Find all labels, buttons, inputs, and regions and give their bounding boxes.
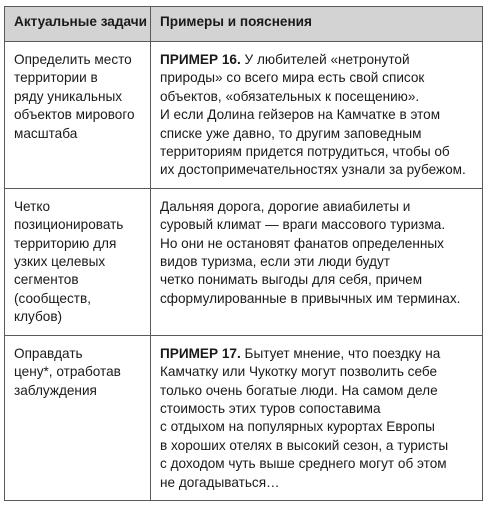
example-line: объектов, «обязательных к посещению». bbox=[160, 88, 420, 104]
task-line: позиционировать bbox=[14, 217, 124, 233]
example-cell bbox=[151, 42, 483, 189]
table-header-row bbox=[5, 7, 483, 42]
example-text: Бытует мнение, что поездку на bbox=[240, 345, 441, 361]
example-text: У любителей «нетронутой bbox=[240, 52, 410, 67]
tasks-examples-table bbox=[4, 6, 483, 501]
task-cell bbox=[5, 42, 151, 189]
example-line: не догадываться… bbox=[160, 474, 280, 490]
example-cell bbox=[151, 335, 483, 500]
task-line: Определить место bbox=[14, 52, 132, 67]
task-line: заблуждения bbox=[14, 382, 97, 398]
task-line: территорию для bbox=[14, 235, 117, 251]
example-line: стоимость этих туров сопоставима bbox=[160, 400, 381, 416]
task-line: Оправдать bbox=[14, 345, 83, 361]
example-line: в хороших отелях в высокий сезон, а туристы bbox=[160, 437, 449, 453]
example-line: видов туризма, если эти люди будут bbox=[160, 254, 390, 270]
example-line: суровый климат — враги массового туризма. bbox=[160, 217, 446, 233]
example-line: четко понимать выгоды для себя, причем bbox=[160, 272, 423, 288]
header-examples: Примеры и пояснения bbox=[151, 7, 483, 42]
example-line: с отдыхом на популярных курортах Европы bbox=[160, 419, 435, 435]
example-line: природы» со всего мира есть свой список bbox=[160, 70, 425, 86]
example-line bbox=[160, 345, 474, 363]
task-line: масштаба bbox=[14, 125, 78, 141]
task-line: клубов) bbox=[14, 309, 63, 325]
table-row bbox=[5, 188, 483, 335]
example-line: списке уже давно, то другим заповедным bbox=[160, 125, 422, 141]
example-label: ПРИМЕР 16. bbox=[160, 52, 241, 67]
task-cell bbox=[5, 335, 151, 500]
example-line: с доходом чуть выше среднего могут об этом bbox=[160, 456, 447, 472]
example-line: Камчатку или Чукотку могут позволить себе bbox=[160, 364, 438, 380]
task-line: ряду уникальных bbox=[14, 88, 123, 104]
task-line: сегментов bbox=[14, 272, 79, 288]
task-line: цену*, отработав bbox=[14, 364, 121, 380]
task-line: объектов мирового bbox=[14, 107, 135, 123]
example-line: И если Долина гейзеров на Камчатке в этом bbox=[160, 107, 441, 123]
task-line: Четко bbox=[14, 198, 51, 214]
example-line: Но они не остановят фанатов определенных bbox=[160, 235, 444, 251]
example-line: сформулированные в привычных им терминах. bbox=[160, 290, 461, 306]
table-row bbox=[5, 42, 483, 189]
example-line: только очень богатые люди. На самом деле bbox=[160, 382, 438, 398]
example-line bbox=[160, 51, 474, 69]
task-line: (сообществ, bbox=[14, 290, 91, 306]
example-cell bbox=[151, 188, 483, 335]
task-line: территории в bbox=[14, 70, 98, 86]
task-line: узких целевых bbox=[14, 254, 106, 270]
example-line: территориям придется потрудиться, чтобы об bbox=[160, 144, 450, 160]
example-line: Дальняя дорога, дорогие авиабилеты и bbox=[160, 198, 411, 214]
example-line: их достопримечательностях узнали за рубежом. bbox=[160, 162, 466, 178]
example-label: ПРИМЕР 17. bbox=[160, 345, 241, 361]
header-tasks: Актуальные задачи bbox=[5, 7, 151, 42]
table-row bbox=[5, 335, 483, 500]
task-cell bbox=[5, 188, 151, 335]
